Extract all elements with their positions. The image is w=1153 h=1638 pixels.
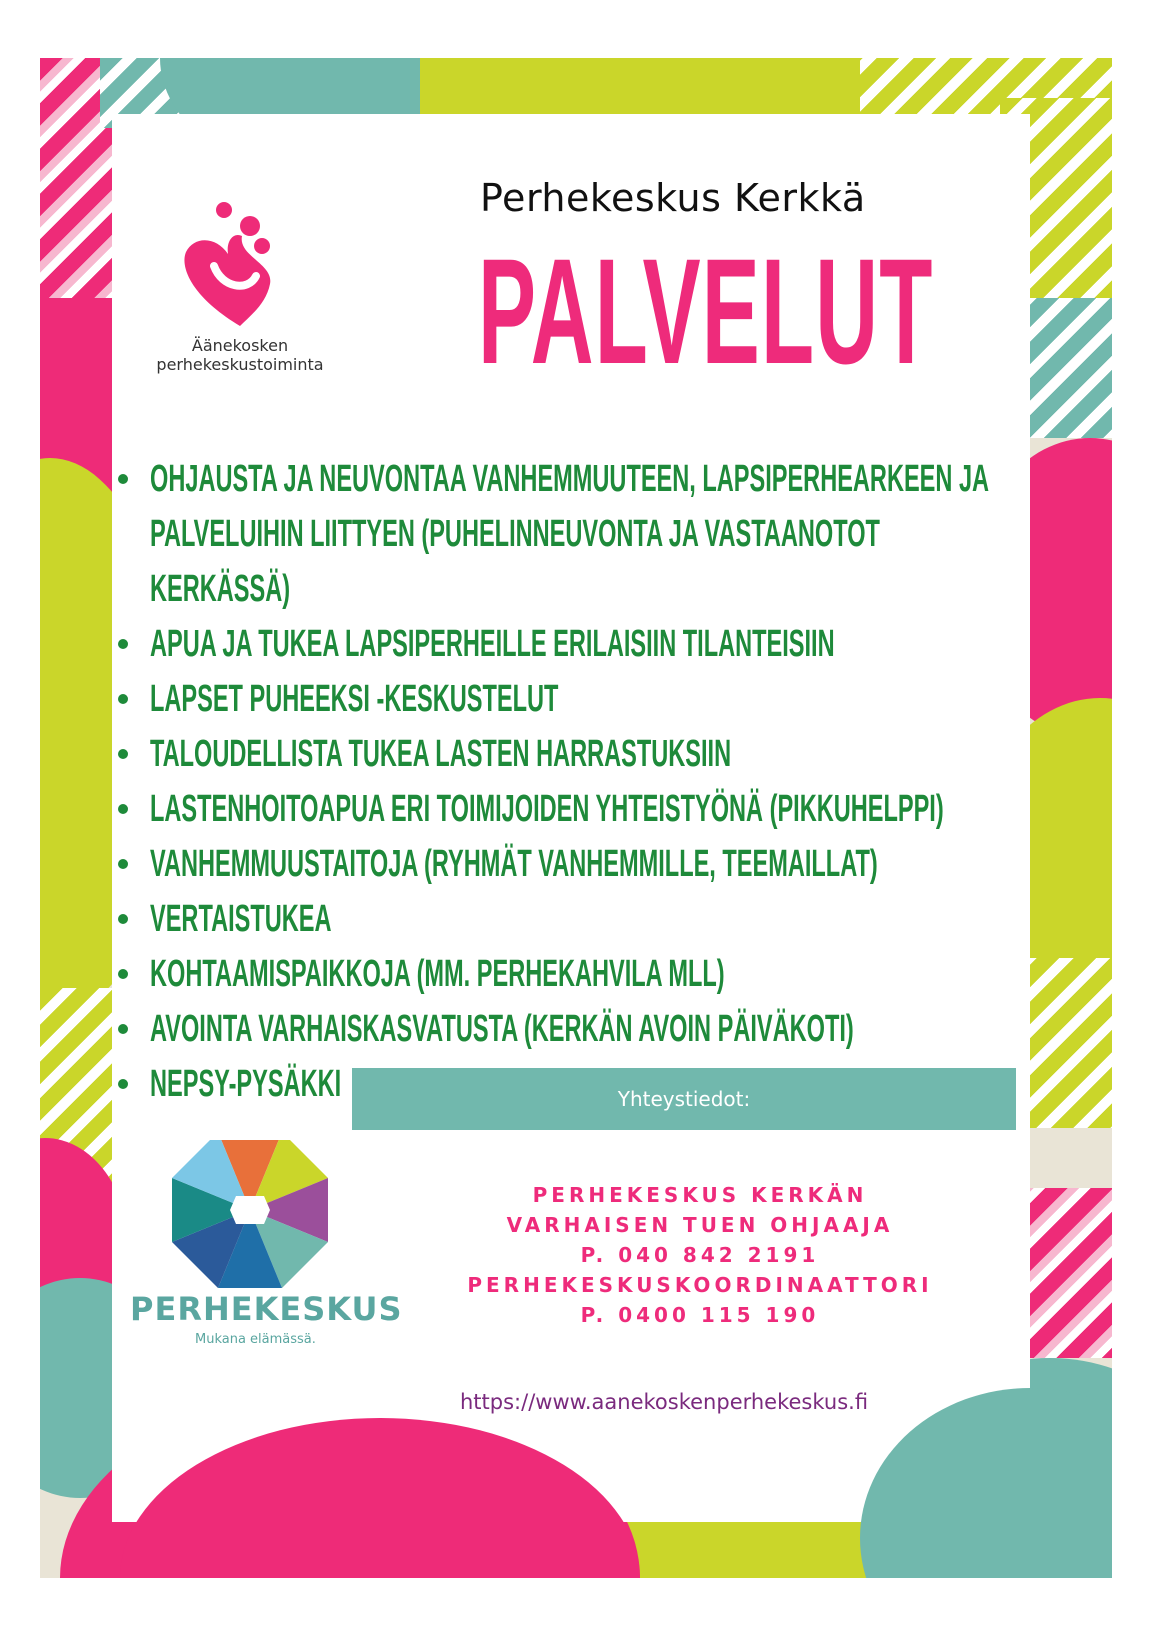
top-logo-caption-line2: perhekeskustoiminta xyxy=(156,355,324,375)
list-item xyxy=(118,947,1118,1002)
headline: PALVELUT xyxy=(478,227,934,395)
bullet-dot-icon xyxy=(118,1024,128,1034)
contact-line: VARHAISEN TUEN OHJAAJA xyxy=(506,1213,894,1237)
top-logo-caption xyxy=(150,336,330,374)
list-item-text: OHJAUSTA JA NEUVONTAA VANHEMMUUTEEN, LAPSIPERHEARKEEN JA PALVELUIHIN LIITTYEN (PUHELINNEUVONTA JA VASTAANOTOT KERKÄSSÄ) xyxy=(150,458,989,610)
bullet-dot-icon xyxy=(118,804,128,814)
list-item xyxy=(118,727,1118,782)
list-item xyxy=(118,782,1118,837)
list-item-text: KOHTAAMISPAIKKOJA (MM. PERHEKAHVILA MLL) xyxy=(150,953,725,995)
list-item xyxy=(118,1002,1118,1057)
contact-phone: P. 040 842 2191 xyxy=(580,1243,820,1267)
list-item xyxy=(118,452,1118,617)
list-item-text: LAPSET PUHEEKSI -KESKUSTELUT xyxy=(150,678,559,720)
bullet-dot-icon xyxy=(118,859,128,869)
page-title: Perhekeskus Kerkkä xyxy=(480,176,866,220)
website-link[interactable]: https://www.aanekoskenperhekeskus.fi xyxy=(460,1390,869,1414)
contact-phone: P. 0400 115 190 xyxy=(580,1303,820,1327)
list-item xyxy=(118,892,1118,947)
list-item-text: LASTENHOITOAPUA ERI TOIMIJOIDEN YHTEISTYÖNÄ (PIKKUHELPPI) xyxy=(150,788,944,830)
bullet-dot-icon xyxy=(118,749,128,759)
list-item-text: VERTAISTUKEA xyxy=(150,898,332,940)
bottom-logo-brand: PERHEKESKUS xyxy=(130,1290,403,1328)
heart-family-icon xyxy=(150,196,330,336)
bullet-dot-icon xyxy=(118,969,128,979)
bullet-dot-icon xyxy=(118,474,128,484)
bottom-logo-tagline: Mukana elämässä. xyxy=(195,1332,316,1347)
bullet-dot-icon xyxy=(118,914,128,924)
top-logo-caption-line1: Äänekosken xyxy=(191,336,289,355)
bottom-logo xyxy=(120,1140,403,1370)
list-item-text: NEPSY-PYSÄKKI xyxy=(150,1063,342,1105)
services-list xyxy=(118,452,1118,1112)
contact-heading-bar: Yhteystiedot: xyxy=(352,1068,1016,1130)
bullet-dot-icon xyxy=(118,639,128,649)
list-item-text: TALOUDELLISTA TUKEA LASTEN HARRASTUKSIIN xyxy=(150,733,732,775)
border-lime-top-band xyxy=(420,58,860,118)
top-logo xyxy=(150,196,330,386)
list-item xyxy=(118,617,1118,672)
octagon-logo-icon xyxy=(120,1140,400,1290)
list-item-text: AVOINTA VARHAISKASVATUSTA (KERKÄN AVOIN PÄIVÄKOTI) xyxy=(150,1008,854,1050)
list-item xyxy=(118,837,1118,892)
contact-line: PERHEKESKUSKOORDINAATTORI xyxy=(467,1273,933,1297)
contact-details xyxy=(450,1180,950,1330)
list-item-text: APUA JA TUKEA LAPSIPERHEILLE ERILAISIIN TILANTEISIIN xyxy=(150,623,835,665)
list-item-text: VANHEMMUUSTAITOJA (RYHMÄT VANHEMMILLE, TEEMAILLAT) xyxy=(150,843,878,885)
bullet-dot-icon xyxy=(118,694,128,704)
contact-line: PERHEKESKUS KERKÄN xyxy=(532,1183,868,1207)
bullet-dot-icon xyxy=(118,1079,128,1089)
list-item xyxy=(118,672,1118,727)
